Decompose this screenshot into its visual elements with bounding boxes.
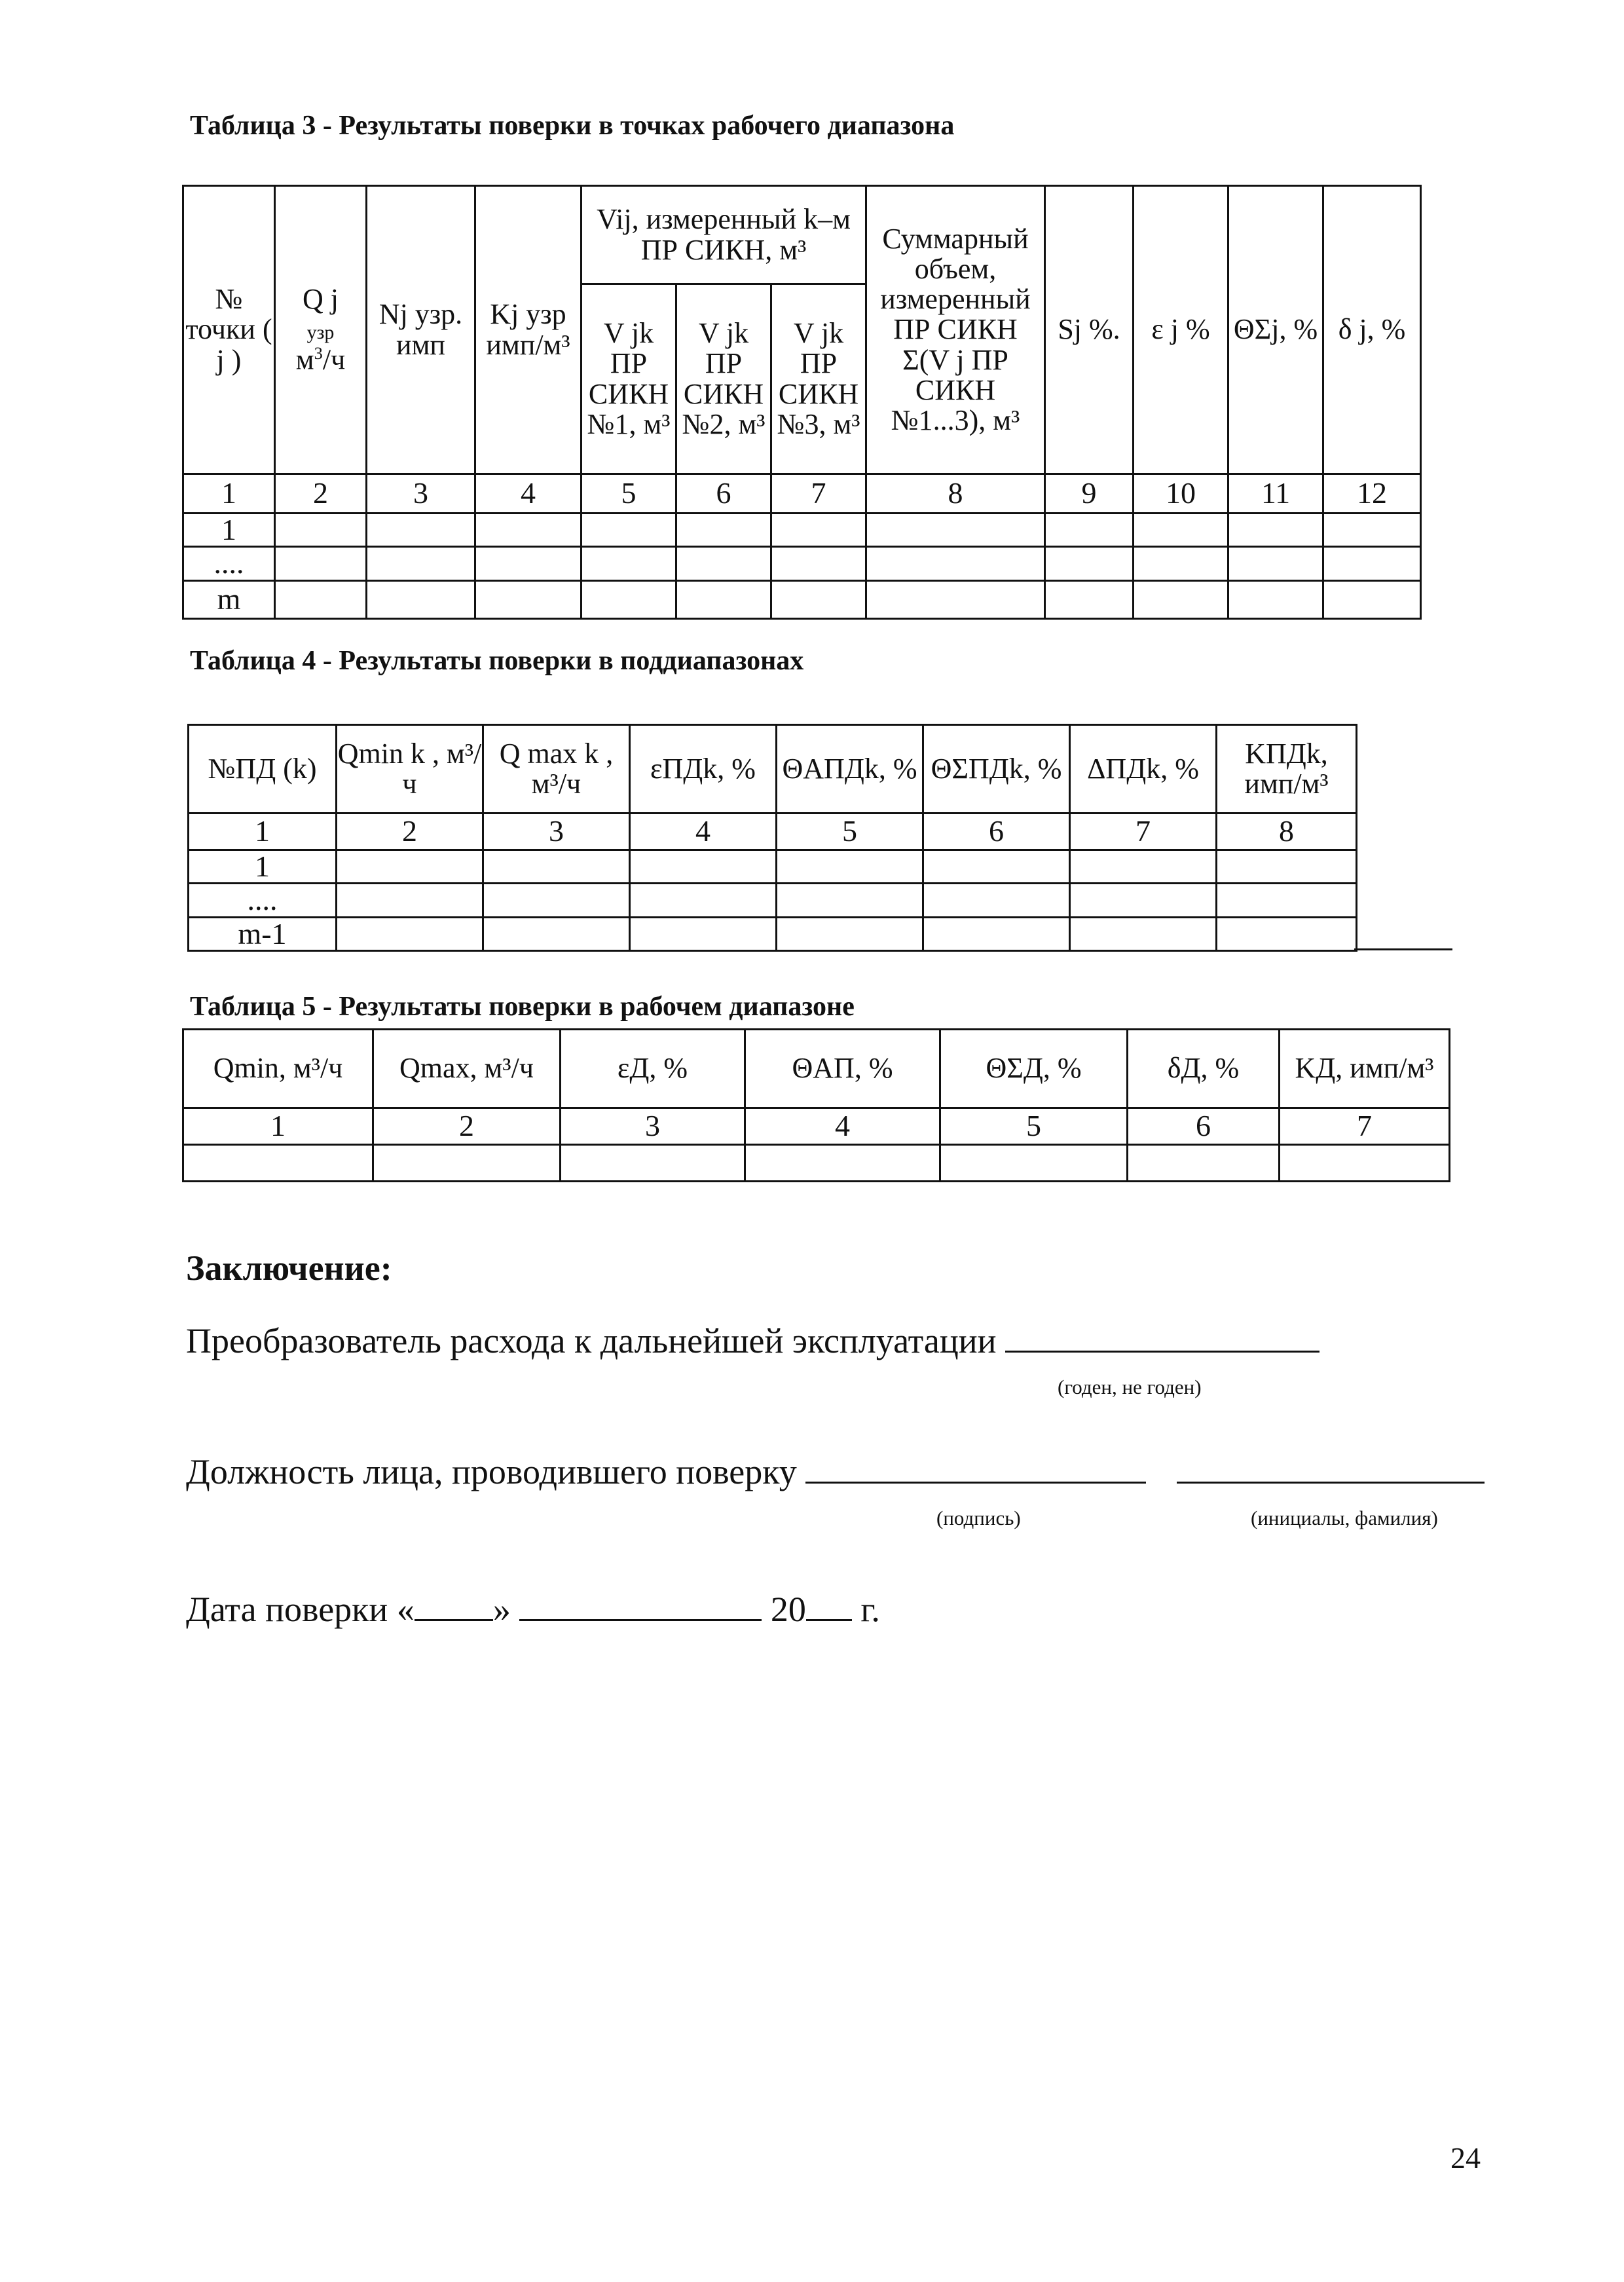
t4-header: Qmin k , м³/ч (337, 725, 483, 814)
t3-row-label: .... (183, 547, 275, 580)
date-close-quote: » (492, 1590, 511, 1629)
date-line (186, 1585, 880, 1630)
t3-num: 2 (275, 474, 367, 514)
table-row (183, 1145, 1450, 1182)
date-day-field[interactable] (415, 1585, 493, 1621)
t5-header: δД, % (1128, 1030, 1280, 1108)
t5-num: 6 (1128, 1108, 1280, 1145)
t4-row-label: 1 (189, 850, 337, 884)
transducer-line (186, 1317, 1320, 1361)
t4-num: 4 (630, 814, 777, 850)
date-year-suffix: г. (860, 1590, 880, 1629)
table5 (182, 1028, 1450, 1182)
conclusion-title: Заключение: (186, 1248, 392, 1288)
table4-caption: Таблица 4 - Результаты поверки в поддиапазонах (190, 646, 804, 676)
t4-num: 6 (923, 814, 1070, 850)
t4-num: 3 (483, 814, 630, 850)
t3-num: 5 (581, 474, 676, 514)
signature-field[interactable] (805, 1448, 1146, 1484)
date-year-prefix: 20 (770, 1590, 806, 1629)
t3-num: 3 (367, 474, 475, 514)
position-line (186, 1448, 1485, 1492)
t3-num: 10 (1134, 474, 1228, 514)
t3-header-nj: Nj узр. имп (367, 186, 475, 474)
t5-number-row (183, 1108, 1450, 1145)
table-row (189, 917, 1357, 950)
t4-num: 1 (189, 814, 337, 850)
t3-num: 8 (866, 474, 1045, 514)
t3-header-v1: V jk ПР СИКН №1, м³ (581, 284, 676, 474)
table3 (182, 185, 1422, 620)
t4-header: ΘАПДk, % (777, 725, 923, 814)
t5-header: εД, % (561, 1030, 745, 1108)
t5-header: ΘАП, % (745, 1030, 940, 1108)
t3-num: 12 (1323, 474, 1421, 514)
date-label: Дата поверки (186, 1590, 388, 1629)
page-number: 24 (1450, 2141, 1481, 2175)
t3-header-eps: ε j % (1134, 186, 1228, 474)
t3-num: 7 (771, 474, 866, 514)
t4-number-row (189, 814, 1357, 850)
t5-num: 3 (561, 1108, 745, 1145)
t3-num: 4 (475, 474, 581, 514)
t5-header: Qmax, м³/ч (373, 1030, 561, 1108)
t3-header-vij-group: Vij, измеренный k–м ПР СИКН, м³ (581, 186, 866, 284)
table4 (187, 724, 1357, 952)
table-row (183, 580, 1421, 618)
t3-number-row (183, 474, 1421, 514)
t4-header: №ПД (k) (189, 725, 337, 814)
position-text: Должность лица, проводившего поверку (186, 1452, 797, 1491)
table4-trailing-rule (1354, 948, 1452, 950)
t3-num: 11 (1228, 474, 1323, 514)
t3-row-label: m (183, 580, 275, 618)
t3-header-sj: Sj %. (1045, 186, 1134, 474)
t3-header-v2: V jk ПР СИКН №2, м³ (676, 284, 771, 474)
table-row (189, 850, 1357, 884)
signature-hint: (подпись) (936, 1506, 1021, 1529)
t5-header: KД, имп/м³ (1280, 1030, 1450, 1108)
t4-num: 5 (777, 814, 923, 850)
table-row (189, 884, 1357, 917)
t4-header: Q max k , м³/ч (483, 725, 630, 814)
t5-num: 1 (183, 1108, 373, 1145)
transducer-text: Преобразователь расхода к дальнейшей эксплуатации (186, 1321, 997, 1360)
table-row (183, 547, 1421, 580)
t4-header: εПДk, % (630, 725, 777, 814)
table3-caption: Таблица 3 - Результаты поверки в точках рабочего диапазона (190, 111, 955, 141)
t4-num: 8 (1217, 814, 1357, 850)
transducer-hint: (годен, не годен) (1058, 1375, 1202, 1398)
t3-header-sum: Суммарный объем, измеренный ПР СИКН Σ(V j ПР СИКН №1...3), м³ (866, 186, 1045, 474)
t5-header: Qmin, м³/ч (183, 1030, 373, 1108)
t3-num: 1 (183, 474, 275, 514)
table-row (183, 514, 1421, 547)
t3-header-theta: ΘΣj, % (1228, 186, 1323, 474)
transducer-verdict-field[interactable] (1005, 1317, 1320, 1353)
table5-caption: Таблица 5 - Результаты поверки в рабочем диапазоне (190, 992, 855, 1022)
t4-header: ΔПДk, % (1070, 725, 1217, 814)
t4-num: 7 (1070, 814, 1217, 850)
t4-row-label: .... (189, 884, 337, 917)
name-field[interactable] (1177, 1448, 1485, 1484)
name-hint: (инициалы, фамилия) (1251, 1506, 1438, 1529)
t5-num: 5 (940, 1108, 1128, 1145)
t4-row-label: m-1 (189, 917, 337, 950)
t3-header-delta: δ j, % (1323, 186, 1421, 474)
t3-row-label: 1 (183, 514, 275, 547)
t3-header-point: № точки ( j ) (183, 186, 275, 474)
date-year-field[interactable] (806, 1585, 852, 1621)
date-month-field[interactable] (519, 1585, 762, 1621)
t3-header-kj: Kj узр имп/м³ (475, 186, 581, 474)
t4-num: 2 (337, 814, 483, 850)
t4-header: KПДk, имп/м³ (1217, 725, 1357, 814)
t5-num: 7 (1280, 1108, 1450, 1145)
t3-header-v3: V jk ПР СИКН №3, м³ (771, 284, 866, 474)
t3-num: 9 (1045, 474, 1134, 514)
t5-header: ΘΣД, % (940, 1030, 1128, 1108)
t3-num: 6 (676, 474, 771, 514)
t4-header: ΘΣПДk, % (923, 725, 1070, 814)
t5-num: 2 (373, 1108, 561, 1145)
date-open-quote: « (396, 1590, 415, 1629)
t3-header-qj: Q j узр $м^3/ч$ (275, 186, 367, 474)
t5-num: 4 (745, 1108, 940, 1145)
